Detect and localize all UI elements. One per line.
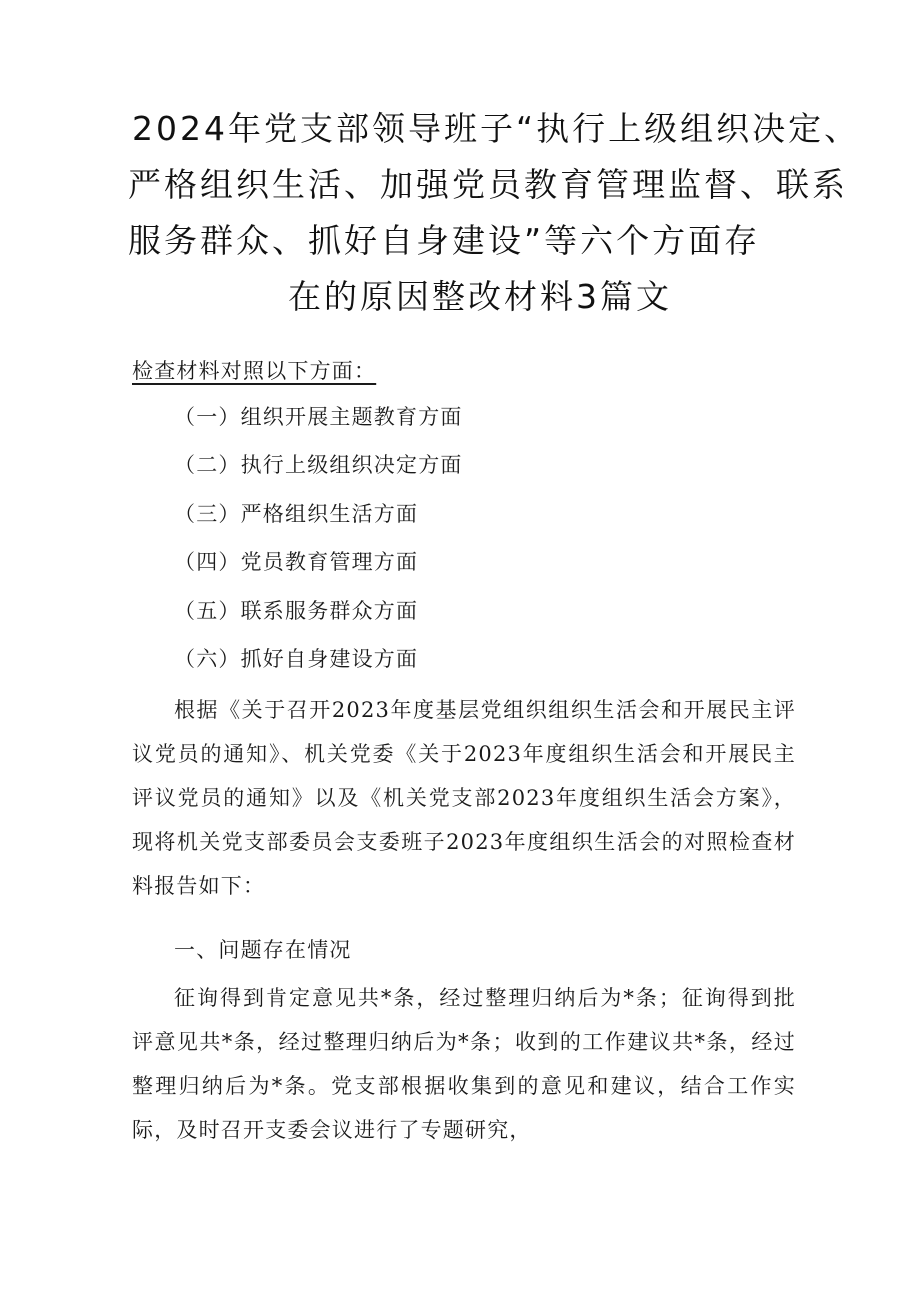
- title-line-4: 在的原因整改材料3篇文: [288, 277, 672, 316]
- aspect-item: （一）组织开展主题教育方面: [174, 405, 463, 429]
- title-line-1: 2024年党支部领导班子“执行上级组织决定、: [132, 109, 861, 148]
- document-title: [110, 101, 861, 325]
- aspect-item: （三）严格组织生活方面: [174, 501, 419, 526]
- issues-paragraph: 征询得到肯定意见共*条，经过整理归纳后为*条；征询得到批评意见共*条，经过整理归纳后为*条；收到的工作建议共*条，经过整理归纳后为*条。党支部根据收集到的意见和建议，结合工作实际，及时召开支委会议进行了专题研究，: [132, 986, 796, 1142]
- intro-paragraph: 根据《关于召开2023年度基层党组织组织生活会和开展民主评议党员的通知》、机关党委《关于2023年度组织生活会和开展民主评议党员的通知》以及《机关党支部2023年度组织生活会方案》，现将机关党支部委员会支委班子2023年度组织生活会的对照检查材料报告如下：: [132, 698, 796, 898]
- aspect-item: （六）抓好自身建设方面: [174, 646, 419, 671]
- aspect-item: （二）执行上级组织决定方面: [174, 453, 463, 478]
- title-line-2: 严格组织生活、加强党员教育管理监督、联系: [128, 165, 848, 204]
- section-heading: 一、问题存在情况: [174, 938, 352, 962]
- title-line-3: 服务群众、抓好自身建设”等六个方面存: [128, 221, 761, 260]
- aspect-item: （五）联系服务群众方面: [174, 598, 419, 623]
- aspect-list: [174, 402, 463, 692]
- check-heading: 检查材料对照以下方面：: [132, 359, 377, 383]
- aspect-item: （四）党员教育管理方面: [174, 550, 419, 575]
